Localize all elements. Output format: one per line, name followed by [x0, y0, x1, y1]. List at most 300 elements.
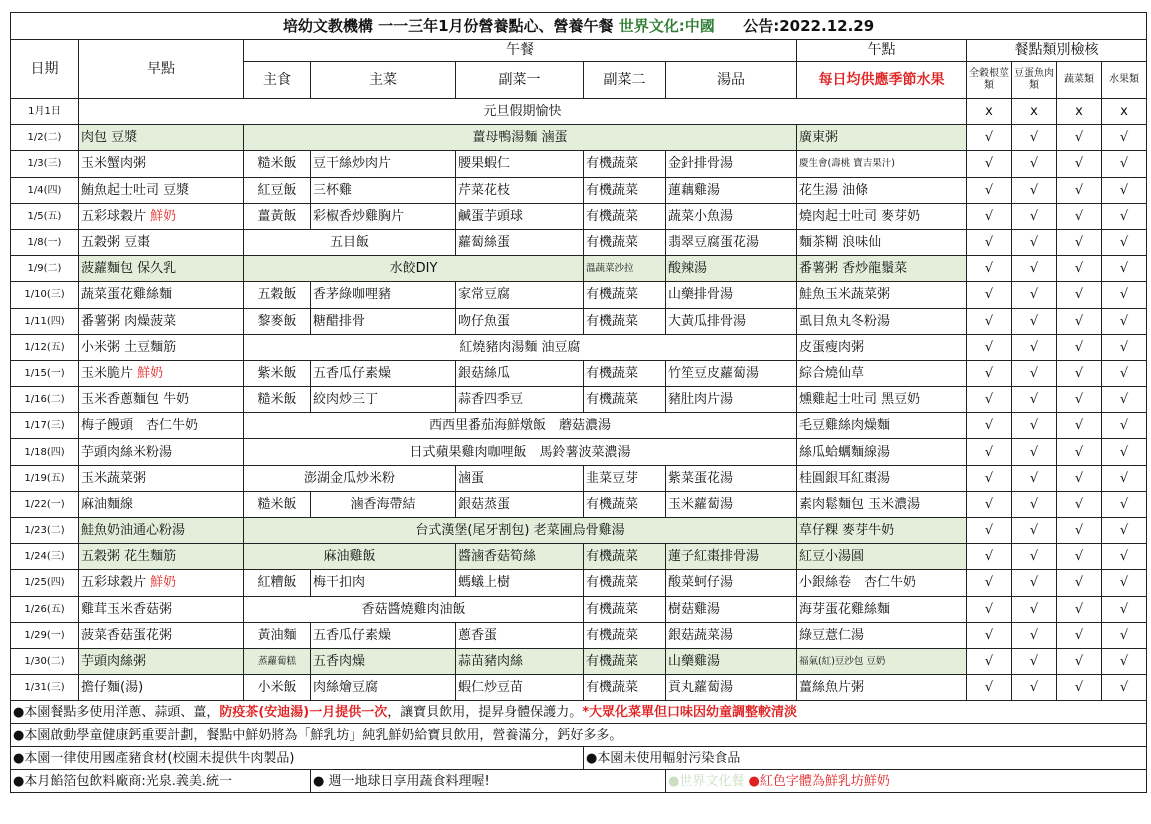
menu-row: [11, 491, 1147, 517]
snack: 福氣(紅)豆沙包 豆奶: [797, 648, 967, 674]
breakfast-cell: [79, 544, 244, 570]
breakfast-item: 擔仔麵(湯): [81, 680, 144, 696]
note-earth-day: ● 週一地球日享用蔬食料理喔!: [311, 770, 666, 793]
breakfast-item: 五穀粥 花生麵筋: [81, 549, 177, 565]
staple: 薑黃飯: [244, 203, 311, 229]
breakfast-cell: [79, 570, 244, 596]
menu-row: [11, 177, 1147, 203]
side-dish-1: 蔥香蛋: [456, 622, 584, 648]
check-mark: √: [1102, 648, 1147, 674]
culture-title: 世界文化:中國: [618, 16, 715, 35]
snack: 海芽蛋花雞絲麵: [797, 596, 967, 622]
check-mark: √: [967, 413, 1012, 439]
side-dish-1: 鹹蛋芋頭球: [456, 203, 584, 229]
note-calcium: ●本園啟動學童健康鈣重要計劃，餐點中鮮奶將為「鮮乳坊」純乳鮮奶給寶貝飲用，營養滿分，鈣好多多。: [11, 724, 1147, 747]
day-date: 1/22(一): [11, 491, 79, 517]
note-row-1: [11, 701, 1147, 724]
breakfast-cell: [79, 675, 244, 701]
side-dish-2: 溫蔬菜沙拉: [584, 256, 666, 282]
check-mark: x: [967, 99, 1012, 125]
soup: 豬肚肉片湯: [666, 387, 797, 413]
menu-row: [11, 465, 1147, 491]
note-highlight: *大眾化菜單但口味因幼童調整較清淡: [582, 704, 798, 720]
breakfast-cell: [79, 334, 244, 360]
menu-row: [11, 282, 1147, 308]
check-mark: √: [1012, 570, 1057, 596]
check-mark: √: [1057, 334, 1102, 360]
header-staple: 主食: [244, 62, 311, 99]
snack: 燻雞起士吐司 黑豆奶: [797, 387, 967, 413]
soup: 蓮藕雞湯: [666, 177, 797, 203]
breakfast-cell: [79, 282, 244, 308]
day-date: 1/15(一): [11, 360, 79, 386]
notice-date: 公告:2022.12.29: [743, 16, 875, 35]
side-dish-1: 滷蛋: [456, 465, 584, 491]
note-garlic-tea: [11, 701, 1147, 724]
header-side1: 副菜一: [456, 62, 584, 99]
breakfast-item: 鮭魚奶油通心粉湯: [81, 523, 186, 539]
fresh-milk-item: 鮮奶: [137, 365, 164, 381]
day-date: 1/18(四): [11, 439, 79, 465]
staple: 蒸蘿蔔糕: [244, 648, 311, 674]
breakfast-item: 梅子饅頭 杏仁牛奶: [81, 418, 199, 434]
side-dish-2: 有機蔬菜: [584, 675, 666, 701]
day-date: 1/23(二): [11, 518, 79, 544]
soup: 紫菜蛋花湯: [666, 465, 797, 491]
menu-row: [11, 439, 1147, 465]
breakfast-item: 菠菜香菇蛋花粥: [81, 627, 173, 643]
side-dish-1: 吻仔魚蛋: [456, 308, 584, 334]
soup: 貢丸蘿蔔湯: [666, 675, 797, 701]
day-date: 1/9(二): [11, 256, 79, 282]
main-dish: 滷香海帶結: [311, 491, 456, 517]
side-dish-2: 有機蔬菜: [584, 570, 666, 596]
day-date: 1/4(四): [11, 177, 79, 203]
breakfast-item: 肉包 豆漿: [81, 130, 138, 146]
check-mark: √: [1012, 360, 1057, 386]
header-cat-vegetable: 蔬菜類: [1057, 62, 1102, 99]
check-mark: √: [1012, 544, 1057, 570]
staple: 黃油麵: [244, 622, 311, 648]
snack: 綠豆薏仁湯: [797, 622, 967, 648]
soup: 金針排骨湯: [666, 151, 797, 177]
header-row-1: [11, 40, 1147, 62]
side-dish-1: 芹菜花枝: [456, 177, 584, 203]
snack: 絲瓜蛤蠣麵線湯: [797, 439, 967, 465]
check-mark: √: [1057, 648, 1102, 674]
breakfast-item: 芋頭肉絲米粉湯: [81, 444, 173, 460]
check-mark: √: [1012, 413, 1057, 439]
day-date: 1/31(三): [11, 675, 79, 701]
breakfast-cell: [79, 177, 244, 203]
soup: 酸辣湯: [666, 256, 797, 282]
check-mark: √: [1057, 518, 1102, 544]
legend-culture-meal: ●世界文化餐: [668, 773, 745, 789]
side-dish-1: 醬滷香菇筍絲: [456, 544, 584, 570]
breakfast-cell: [79, 125, 244, 151]
breakfast-item: 玉米香蔥麵包 牛奶: [81, 392, 190, 408]
check-mark: √: [1057, 675, 1102, 701]
soup: 大黃瓜排骨湯: [666, 308, 797, 334]
check-mark: √: [1102, 125, 1147, 151]
check-mark: √: [1102, 229, 1147, 255]
snack: 毛豆雞絲肉燥麵: [797, 413, 967, 439]
note-radiation: ●本園未使用輻射污染食品: [584, 747, 1147, 770]
day-date: 1/3(三): [11, 151, 79, 177]
breakfast-item: 小米粥 土豆麵筋: [81, 339, 177, 355]
breakfast-item: 玉米蔬菜粥: [81, 470, 147, 486]
main-dish: 五香瓜仔素燥: [311, 360, 456, 386]
staple: 紫米飯: [244, 360, 311, 386]
side-dish-1: 家常豆腐: [456, 282, 584, 308]
day-date: 1/12(五): [11, 334, 79, 360]
check-mark: √: [1012, 518, 1057, 544]
soup: 樹菇雞湯: [666, 596, 797, 622]
day-date: 1/2(二): [11, 125, 79, 151]
menu-row: [11, 125, 1147, 151]
note-legend: [666, 770, 1147, 793]
side-dish-1: 蒜苗豬肉絲: [456, 648, 584, 674]
menu-row: [11, 256, 1147, 282]
note-row-4: [11, 770, 1147, 793]
check-mark: √: [1012, 229, 1057, 255]
breakfast-cell: [79, 439, 244, 465]
header-cat-grains: 全穀根莖類: [967, 62, 1012, 99]
breakfast-item: 鮪魚起士吐司 豆漿: [81, 182, 190, 198]
soup: 竹笙豆皮蘿蔔湯: [666, 360, 797, 386]
lunch-main-dish: 麻油雞飯: [244, 544, 456, 570]
menu-row: [11, 622, 1147, 648]
breakfast-item: 菠蘿麵包 保久乳: [81, 261, 177, 277]
main-dish: 香茅綠咖哩豬: [311, 282, 456, 308]
fresh-milk-item: 鮮奶: [150, 575, 177, 591]
day-date: 1/10(三): [11, 282, 79, 308]
soup: 山藥排骨湯: [666, 282, 797, 308]
check-mark: √: [1012, 491, 1057, 517]
staple: 黎麥飯: [244, 308, 311, 334]
menu-row: [11, 308, 1147, 334]
check-mark: √: [1057, 360, 1102, 386]
menu-row: [11, 675, 1147, 701]
check-mark: √: [1102, 518, 1147, 544]
side-dish-2: 有機蔬菜: [584, 491, 666, 517]
check-mark: √: [1102, 308, 1147, 334]
main-dish: 梅干扣肉: [311, 570, 456, 596]
breakfast-cell: [79, 465, 244, 491]
check-mark: √: [1057, 229, 1102, 255]
day-date: 1/25(四): [11, 570, 79, 596]
check-mark: √: [1057, 308, 1102, 334]
check-mark: √: [1102, 413, 1147, 439]
day-date: 1/30(二): [11, 648, 79, 674]
day-date: 1/19(五): [11, 465, 79, 491]
side-dish-2: 有機蔬菜: [584, 229, 666, 255]
soup: 山藥雞湯: [666, 648, 797, 674]
menu-row: [11, 413, 1147, 439]
check-mark: √: [1057, 465, 1102, 491]
check-mark: √: [967, 282, 1012, 308]
day-date: 1/16(二): [11, 387, 79, 413]
check-mark: √: [1102, 596, 1147, 622]
check-mark: √: [967, 491, 1012, 517]
check-mark: √: [1102, 439, 1147, 465]
check-mark: √: [1102, 177, 1147, 203]
side-dish-2: 韭菜豆芽: [584, 465, 666, 491]
header-cat-fruit: 水果類: [1102, 62, 1147, 99]
header-lunch: 午餐: [244, 40, 797, 62]
check-mark: x: [1012, 99, 1057, 125]
breakfast-cell: [79, 229, 244, 255]
check-mark: √: [967, 360, 1012, 386]
breakfast-cell: [79, 151, 244, 177]
header-date: 日期: [11, 40, 79, 99]
check-mark: √: [1012, 439, 1057, 465]
check-mark: √: [967, 544, 1012, 570]
header-fruit: 每日均供應季節水果: [797, 62, 967, 99]
check-mark: √: [967, 203, 1012, 229]
staple: 紅糟飯: [244, 570, 311, 596]
menu-row: [11, 229, 1147, 255]
snack: 皮蛋瘦肉粥: [797, 334, 967, 360]
check-mark: √: [1012, 256, 1057, 282]
check-mark: √: [1012, 125, 1057, 151]
menu-row: [11, 596, 1147, 622]
note-highlight: 防疫茶(安迪湯)一月提供一次: [219, 704, 388, 720]
breakfast-cell: [79, 596, 244, 622]
breakfast-cell: [79, 203, 244, 229]
side-dish-2: 有機蔬菜: [584, 622, 666, 648]
staple: 五穀飯: [244, 282, 311, 308]
snack: 麵茶糊 浪味仙: [797, 229, 967, 255]
check-mark: √: [967, 465, 1012, 491]
breakfast-cell: [79, 491, 244, 517]
side-dish-2: 有機蔬菜: [584, 308, 666, 334]
menu-row: [11, 544, 1147, 570]
staple: 糙米飯: [244, 151, 311, 177]
check-mark: √: [967, 518, 1012, 544]
check-mark: √: [967, 622, 1012, 648]
check-mark: x: [1057, 99, 1102, 125]
side-dish-2: 有機蔬菜: [584, 177, 666, 203]
check-mark: √: [1057, 596, 1102, 622]
soup: 翡翠豆腐蛋花湯: [666, 229, 797, 255]
snack: 綜合燒仙草: [797, 360, 967, 386]
fresh-milk-item: 鮮奶: [150, 208, 177, 224]
holiday-message: 元旦假期愉快: [79, 99, 967, 125]
check-mark: √: [1057, 439, 1102, 465]
check-mark: √: [1012, 151, 1057, 177]
check-mark: √: [1012, 334, 1057, 360]
side-dish-2: 有機蔬菜: [584, 544, 666, 570]
day-date: 1/24(三): [11, 544, 79, 570]
side-dish-1: 腰果蝦仁: [456, 151, 584, 177]
breakfast-item: 玉米脆片: [81, 365, 134, 381]
menu-title: 培幼文教機構 一一三年1月份營養點心、營養午餐: [282, 16, 614, 35]
breakfast-item: 蔬菜蛋花雞絲麵: [81, 287, 173, 303]
lunch-merged: 西西里番茄海鮮燉飯 蘑菇濃湯: [244, 413, 797, 439]
note-row-2: [11, 724, 1147, 747]
menu-row: [11, 151, 1147, 177]
breakfast-item: 芋頭肉絲粥: [81, 654, 147, 670]
staple: 小米飯: [244, 675, 311, 701]
snack: 薑絲魚片粥: [797, 675, 967, 701]
breakfast-cell: [79, 360, 244, 386]
main-dish: 三杯雞: [311, 177, 456, 203]
day-date: 1/8(一): [11, 229, 79, 255]
menu-row: [11, 360, 1147, 386]
header-category-check: 餐點類別檢核: [967, 40, 1147, 62]
lunch-main-dish: 水餃DIY: [244, 256, 584, 282]
note-text: ●本園餐點多使用洋蔥、蒜頭、薑，: [13, 704, 220, 720]
snack: 番薯粥 香炒龍鬚菜: [797, 256, 967, 282]
breakfast-item: 番薯粥 肉燥菠菜: [81, 313, 177, 329]
check-mark: √: [1102, 465, 1147, 491]
check-mark: √: [1102, 360, 1147, 386]
menu-row: [11, 99, 1147, 125]
snack: 小銀絲卷 杏仁牛奶: [797, 570, 967, 596]
snack: 鮭魚玉米蔬菜粥: [797, 282, 967, 308]
check-mark: √: [967, 570, 1012, 596]
lunch-main-dish: 澎湖金瓜炒米粉: [244, 465, 456, 491]
menu-row: [11, 648, 1147, 674]
main-dish: 五香瓜仔素燥: [311, 622, 456, 648]
snack: 紅豆小湯圓: [797, 544, 967, 570]
note-text: ，讓寶貝飲用，提昇身體保護力。: [387, 704, 583, 720]
side-dish-2: 有機蔬菜: [584, 648, 666, 674]
side-dish-2: 有機蔬菜: [584, 151, 666, 177]
check-mark: √: [1057, 151, 1102, 177]
check-mark: √: [1102, 544, 1147, 570]
main-dish: 糖醋排骨: [311, 308, 456, 334]
check-mark: √: [1057, 544, 1102, 570]
check-mark: √: [1057, 177, 1102, 203]
breakfast-item: 五穀粥 豆棗: [81, 235, 151, 251]
menu-row: [11, 570, 1147, 596]
snack: 素肉鬆麵包 玉米濃湯: [797, 491, 967, 517]
main-dish: 豆干絲炒肉片: [311, 151, 456, 177]
day-date: 1/29(一): [11, 622, 79, 648]
check-mark: √: [967, 387, 1012, 413]
menu-row: [11, 203, 1147, 229]
lunch-main-dish: 香菇醬燒雞肉油飯: [244, 596, 584, 622]
staple: 糙米飯: [244, 387, 311, 413]
snack: 草仔粿 麥芽牛奶: [797, 518, 967, 544]
check-mark: √: [1012, 596, 1057, 622]
snack: 燒肉起士吐司 麥芽奶: [797, 203, 967, 229]
check-mark: √: [1102, 622, 1147, 648]
main-dish: 絞肉炒三丁: [311, 387, 456, 413]
title-cell: [11, 13, 1147, 40]
check-mark: √: [967, 177, 1012, 203]
check-mark: √: [1057, 387, 1102, 413]
soup: 玉米蘿蔔湯: [666, 491, 797, 517]
breakfast-cell: [79, 622, 244, 648]
check-mark: √: [1057, 282, 1102, 308]
menu-row: [11, 334, 1147, 360]
snack: 慶生會(壽桃 寶吉果汁): [797, 151, 967, 177]
header-snack: 午點: [797, 40, 967, 62]
check-mark: √: [1102, 334, 1147, 360]
soup: 蓮子紅棗排骨湯: [666, 544, 797, 570]
staple-main-merged: 五目飯: [244, 229, 456, 255]
side-dish-1: 蝦仁炒豆苗: [456, 675, 584, 701]
breakfast-cell: [79, 256, 244, 282]
soup: 酸菜蚵仔湯: [666, 570, 797, 596]
check-mark: √: [1102, 570, 1147, 596]
day-date: 1/26(五): [11, 596, 79, 622]
check-mark: √: [1057, 491, 1102, 517]
check-mark: √: [967, 151, 1012, 177]
breakfast-item: 雞茸玉米香菇粥: [81, 601, 173, 617]
side-dish-1: 蒜香四季豆: [456, 387, 584, 413]
check-mark: √: [967, 229, 1012, 255]
lunch-merged: 台式漢堡(尾牙割包) 老菜圃烏骨雞湯: [244, 518, 797, 544]
breakfast-cell: [79, 413, 244, 439]
lunch-merged: 日式蘋果雞肉咖哩飯 馬鈴薯波菜濃湯: [244, 439, 797, 465]
check-mark: √: [1102, 256, 1147, 282]
check-mark: √: [1012, 675, 1057, 701]
header-breakfast: 早點: [79, 40, 244, 99]
soup: 銀菇蔬菜湯: [666, 622, 797, 648]
check-mark: √: [1012, 308, 1057, 334]
check-mark: √: [1102, 282, 1147, 308]
breakfast-cell: [79, 308, 244, 334]
check-mark: √: [1102, 203, 1147, 229]
breakfast-cell: [79, 648, 244, 674]
side-dish-2: 有機蔬菜: [584, 203, 666, 229]
day-date: 1/11(四): [11, 308, 79, 334]
side-dish-2: 有機蔬菜: [584, 596, 666, 622]
side-dish-1: 銀菇蒸蛋: [456, 491, 584, 517]
check-mark: √: [1012, 648, 1057, 674]
breakfast-cell: [79, 387, 244, 413]
legend-red-milk: ●紅色字體為鮮乳坊鮮奶: [748, 773, 890, 789]
check-mark: √: [1057, 413, 1102, 439]
check-mark: √: [1012, 177, 1057, 203]
menu-row: [11, 387, 1147, 413]
title-row: [11, 13, 1147, 40]
check-mark: √: [1057, 622, 1102, 648]
check-mark: √: [967, 256, 1012, 282]
lunch-merged: 紅燒豬肉湯麵 油豆腐: [244, 334, 797, 360]
header-main: 主菜: [311, 62, 456, 99]
breakfast-item: 五彩球穀片: [81, 575, 147, 591]
check-mark: √: [1012, 387, 1057, 413]
staple: 糙米飯: [244, 491, 311, 517]
note-row-3: [11, 747, 1147, 770]
breakfast-item: 麻油麵線: [81, 496, 134, 512]
side-dish-1: 銀菇絲瓜: [456, 360, 584, 386]
menu-table: [10, 12, 1147, 793]
header-side2: 副菜二: [584, 62, 666, 99]
check-mark: √: [967, 125, 1012, 151]
header-soup: 湯品: [666, 62, 797, 99]
check-mark: √: [1102, 387, 1147, 413]
breakfast-item: 玉米蟹肉粥: [81, 156, 147, 172]
main-dish: 肉絲燴豆腐: [311, 675, 456, 701]
check-mark: √: [1057, 125, 1102, 151]
day-date: 1/5(五): [11, 203, 79, 229]
staple: 紅豆飯: [244, 177, 311, 203]
check-mark: √: [1102, 151, 1147, 177]
check-mark: √: [1057, 256, 1102, 282]
side-dish-1: 螞蟻上樹: [456, 570, 584, 596]
check-mark: √: [967, 334, 1012, 360]
snack: 廣東粥: [797, 125, 967, 151]
side-dish-2: 有機蔬菜: [584, 282, 666, 308]
snack: 虱目魚丸冬粉湯: [797, 308, 967, 334]
check-mark: √: [1012, 282, 1057, 308]
